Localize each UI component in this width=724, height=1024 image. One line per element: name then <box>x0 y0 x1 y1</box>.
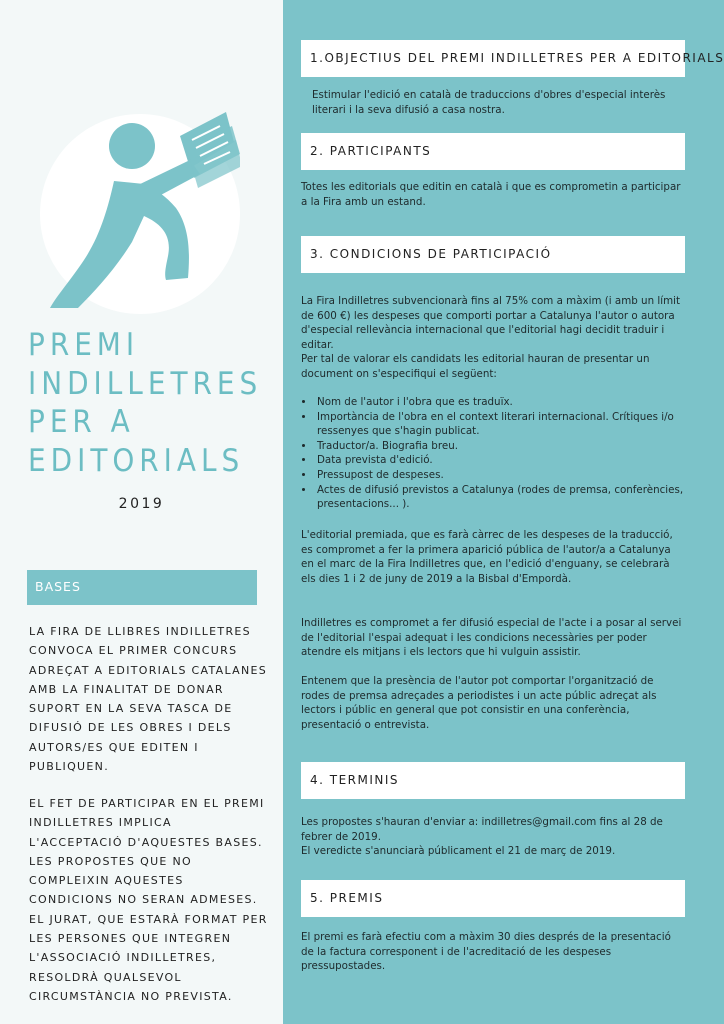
section-heading-participants <box>301 133 685 170</box>
bases-paragraph-1: LA FIRA DE LLIBRES INDILLETRES CONVOCA EL PRIMER CONCURS ADREÇAT A EDITORIALS CATALANES AMB LA FINALITAT DE DONAR SUPORT EN LA SEVA TASCA DE DIFUSIÓ DE LES OBRES I DELS AUTORS/ES QUE EDITEN I PUBLIQUEN. <box>29 625 268 774</box>
premis-text: El premi es farà efectiu com a màxim 30 dies després de la presentació de la factura corresponent i de l'acreditació de les despeses pressupostades. <box>301 931 671 973</box>
bases-paragraph-2: EL FET DE PARTICIPAR EN EL PREMI INDILLETRES IMPLICA L'ACCEPTACIÓ D'AQUESTES BASES. LES PROPOSTES QUE NO COMPLEIXIN AQUESTES CONDICIONS NO SERAN ADMESES. EL JURAT, QUE ESTARÀ FORMAT PER LES PERSONES QUE INTEGREN L'ASSOCIACIÓ INDILLETRES, RESOLDRÀ QUALSEVOL CIRCUMSTÀNCIA NO PREVISTA. <box>29 797 268 1003</box>
section-heading-premis <box>301 880 685 917</box>
year-label: 2019 <box>118 496 165 512</box>
condicions-intro: La Fira Indilletres subvencionarà fins al 75% com a màxim (i amb un límit de 600 €) les despeses que comporti portar a Catalunya l'autor o autora d'especial rellevància internacional que l'editorial hagi decidit traduir i editar. Per tal de valorar els candidats les editorial hauran de presentar un document on s'especifiqui el següent: <box>301 295 681 380</box>
section-heading-label: 3. CONDICIONS DE PARTICIPACIÓ <box>310 247 552 261</box>
section-heading-label: 5. PREMIS <box>310 891 384 905</box>
section-heading-label: 4. TERMINIS <box>310 773 400 787</box>
section-heading-condicions <box>301 236 685 273</box>
section-heading-terminis <box>301 762 685 799</box>
condicions-paragraph-2: L'editorial premiada, que es farà càrrec de les despeses de la traducció, es compromet a fer la primera aparició pública de l'autor/a a Catalunya en el marc de la Fira Indilletres que, en l'edició d'enguany, se celebrarà els dies 1 i 2 de juny de 2019 a la Bisbal d'Empordà. <box>301 529 673 585</box>
condicions-paragraph-4: Entenem que la presència de l'autor pot comportar l'organització de rodes de premsa adreçades a periodistes i un acte públic adreçat als lectors i públic en general que pot consistir en una conferència, presentació o entrevista. <box>301 675 657 731</box>
list-item: • Actes de difusió previstos a Catalunya (rodes de premsa, conferències, presentacions... ). <box>315 483 696 512</box>
title-line: PREMI <box>28 327 140 363</box>
title-line: PER A <box>28 404 135 440</box>
list-item: • Importància de l'obra en el context literari internacional. Crítiques i/o ressenyes que s'hagin publicat. <box>315 410 696 439</box>
section-heading-objectius <box>301 40 724 77</box>
participants-text: Totes les editorials que editin en català i que es comprometin a participar a la Fira amb un estand. <box>301 181 681 208</box>
objectius-text: Estimular l'edició en català de traduccions d'obres d'especial interès literari i la seva difusió a casa nostra. <box>312 89 666 116</box>
requirements-list <box>301 395 696 512</box>
list-item: • Nom de l'autor i l'obra que es traduïx. <box>315 395 696 410</box>
title-line: EDITORIALS <box>28 442 245 479</box>
section-heading-label: 1.OBJECTIUS DEL PREMI INDILLETRES PER A EDITORIALS <box>310 51 724 65</box>
bases-heading: BASES <box>35 579 81 594</box>
condicions-paragraph-3: Indilletres es compromet a fer difusió especial de l'acte i a posar al servei de l'editorial l'espai adequat i les condicions necessàries per poder atendre els mitjans i els lectors que hi vulguin assistir. <box>301 617 682 659</box>
left-column <box>0 0 283 1024</box>
reading-figure-logo-icon <box>40 68 240 320</box>
page-title <box>28 326 262 480</box>
terminis-text: Les propostes s'hauran d'enviar a: indilletres@gmail.com fins al 28 de febrer de 2019. El veredicte s'anunciarà públicament el 21 de març de 2019. <box>301 816 663 858</box>
list-item: • Data prevista d'edició. <box>315 453 696 468</box>
section-heading-label: 2. PARTICIPANTS <box>310 144 432 158</box>
list-item: • Pressupost de despeses. <box>315 468 696 483</box>
bases-heading-bar <box>27 570 257 605</box>
list-item: • Traductor/a. Biografia breu. <box>315 439 696 454</box>
title-line: INDILLETRES <box>28 365 263 402</box>
